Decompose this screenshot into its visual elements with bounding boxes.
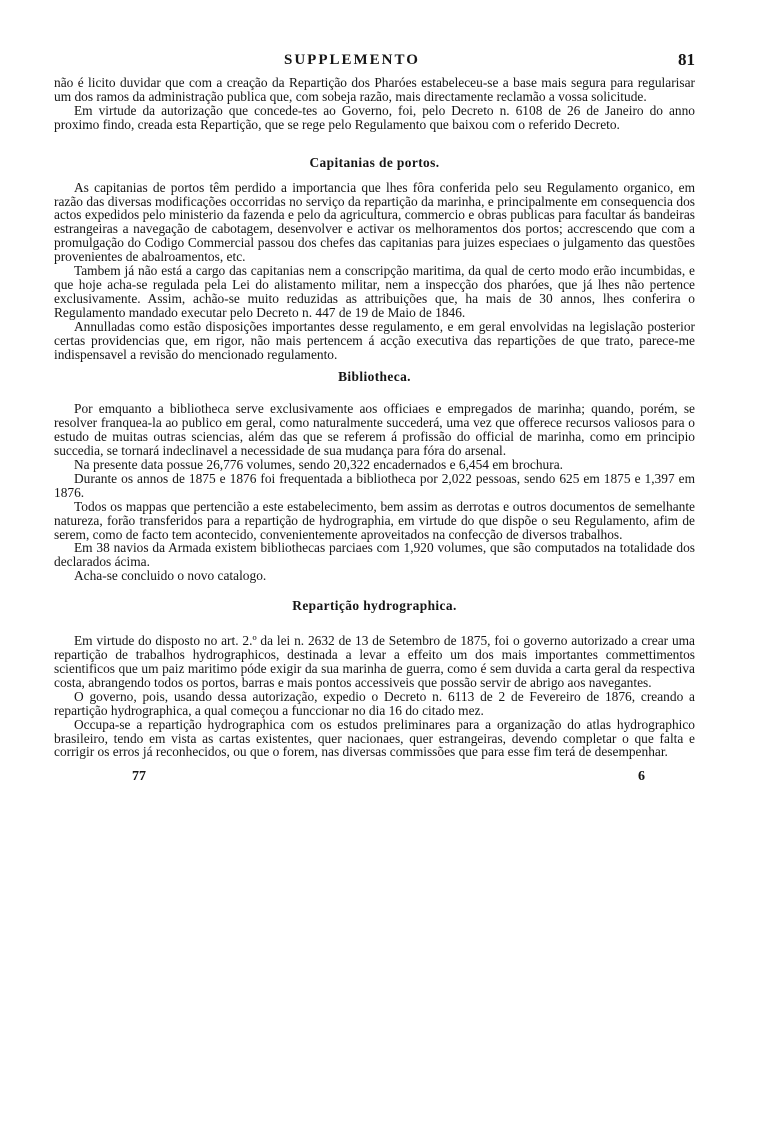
signature-mark: 77 xyxy=(132,769,146,785)
page-footer xyxy=(54,769,695,789)
paragraph: Na presente data possue 26,776 volumes, sendo 20,322 encadernados e 6,454 em brochura. xyxy=(74,457,563,473)
paragraph: Em virtude do disposto no art. 2.º da lei n. 2632 de 13 de Setembro de 1875, foi o governo autorizado a crear uma repartição de trabalhos hydrographicos, destinada a levar a effeito um dos mais importantes commettimentos scientificos que um paiz maritimo póde exigir da sua marinha de guerra, como é sem duvida a carta geral da respectiva costa, abrangendo todos os portos, barras e mais pontos accessiveis que possão servir de abrigo aos navegantes. xyxy=(54,633,695,690)
section-heading-hydrographica: Repartição hydrographica. xyxy=(292,598,457,614)
paragraph: As capitanias de portos têm perdido a importancia que lhes fôra conferida pelo seu Regulamento organico, em razão das diversas modificações occorridas no serviço da repartição da marinha, e principalmente em consequencia dos actos expedidos pelo ministerio da fazenda e pelo da agricultura, commercio e obras publicas para facultar ás bandeiras estrangeiras a navegação de cabotagem, desenvolver e activar os melhoramentos dos portos; accrescendo que com a promulgação do Codigo Commercial passou dos chefes das capitanias para juizes especiaes o julgamento das questões provenientes de abalroamentos, etc. xyxy=(54,179,695,265)
paragraph: Occupa-se a repartição hydrographica com os estudos preliminares para a organização do atlas hydrographico brasileiro, tendo em vista as cartas existentes, quer nacionaes, quer estrangeiras, devendo completar o que falta e corrigir os erros já reconhecidos, ou que o forem, nas diversas commissões que para esse fim terá de desempenhar. xyxy=(54,716,695,760)
paragraph: O governo, pois, usando dessa autorização, expedio o Decreto n. 6113 de 2 de Fevereiro de 1876, creando a repartição hydrographica, a qual começou a funccionar no dia 16 do citado mez. xyxy=(54,688,695,718)
paragraph: Por emquanto a bibliotheca serve exclusivamente aos officiaes e empregados de marinha; quando, porém, se resolver franquea-la ao publico em geral, como naturalmente succederá, uma vez que offerece recursos valiosos para o estudo de muitas outras sciencias, além das que se referem á profissão do official de marinha, como em principio succedia, se tornará indeclinavel a necessidade de sua mudança para fóra do arsenal. xyxy=(54,401,695,459)
paragraph: Em virtude da autorização que concede-tes ao Governo, foi, pelo Decreto n. 6108 de 26 de Janeiro do anno proximo findo, creada esta Repartição, que se rege pelo Regulamento que baixou com o referido Decreto. xyxy=(54,102,695,132)
section-heading-bibliotheca: Bibliotheca. xyxy=(338,369,411,385)
paragraph: Tambem já não está a cargo das capitanias nem a conscripção maritima, da qual de certo modo erão incumbidas, e que hoje acha-se regulada pela Lei do alistamento militar, nem a inspecção dos pharóes, que já lhes não pertence exclusivamente. Assim, achão-se muito reduzidas as attribuições que, ha mais de 30 annos, lhes conferira o Regulamento mandado executar pelo Decreto n. 447 de 19 de Maio de 1846. xyxy=(54,263,695,320)
paragraph: Todos os mappas que pertencião a este estabelecimento, bem assim as derrotas e outros documentos de semelhante natureza, forão transferidos para a repartição de hydrographia, em virtude do que dispõe o seu Regulamento, afim de serem, como de facto tem acontecido, convenientemente aproveitados na confecção de diversos trabalhos. xyxy=(54,498,695,542)
page-header xyxy=(54,50,695,76)
page-number: 81 xyxy=(678,50,695,69)
folio-number: 6 xyxy=(638,769,645,785)
paragraph: Em 38 navios da Armada existem bibliothecas parciaes com 1,920 volumes, que são computados na totalidade dos declarados ácima. xyxy=(54,540,695,570)
paragraph: Acha-se concluido o novo catalogo. xyxy=(74,568,267,584)
paragraph: Durante os annos de 1875 e 1876 foi frequentada a bibliotheca por 2,022 pessoas, sendo 625 em 1875 e 1,397 em 1876. xyxy=(54,470,695,500)
section-heading-capitanias: Capitanias de portos. xyxy=(309,154,440,170)
paragraph: Annulladas como estão disposições importantes desse regulamento, e em geral envolvidas na legislação posterior certas providencias que, em rigor, não mais pertencem á acção executiva das repartições de que trato, parece-me indispensavel a revisão do mencionado regulamento. xyxy=(54,318,695,362)
paragraph: não é licito duvidar que com a creação da Repartição dos Pharóes estabeleceu-se a base mais segura para regularisar um dos ramos da administração publica que, com sobeja razão, mais directamente reclamão a vossa solicitude. xyxy=(54,75,695,104)
body-text xyxy=(54,76,695,759)
running-title: SUPPLEMENTO xyxy=(284,52,420,68)
